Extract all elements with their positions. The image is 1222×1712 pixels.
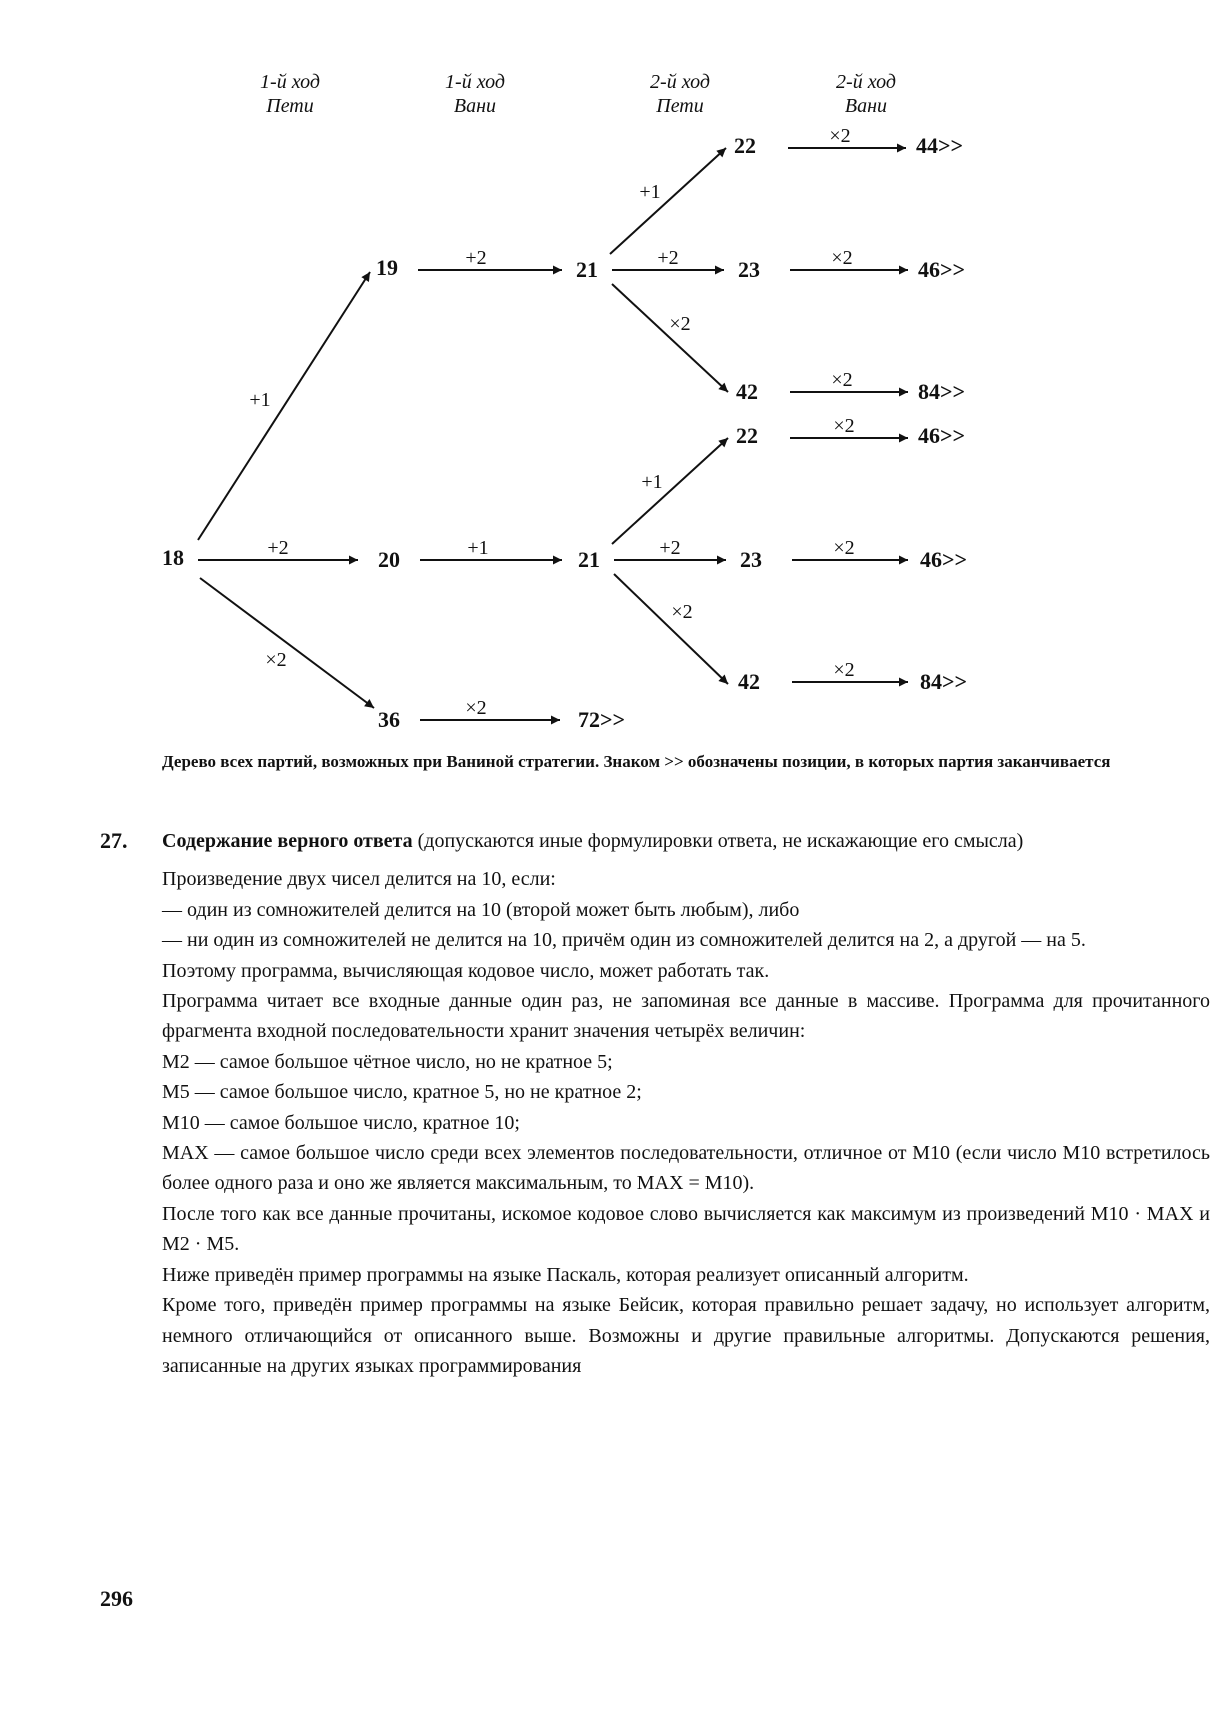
edge-18-19 — [198, 272, 370, 540]
op-21-42-lower: ×2 — [671, 601, 693, 623]
node-72-end: 72>> — [578, 707, 626, 733]
op-42-84-lower: ×2 — [833, 659, 855, 681]
edge-21-22-lower — [612, 438, 728, 544]
edge-21-22 — [610, 148, 726, 254]
tree-edges — [198, 148, 908, 720]
node-20: 20 — [378, 547, 400, 573]
edge-21-42-lower — [614, 574, 728, 684]
header-col1-line1: 1-й ход — [260, 71, 320, 93]
header-col4-line1: 2-й ход — [836, 71, 896, 93]
node-22-lower: 22 — [736, 423, 758, 449]
answer-paragraph: M5 — самое большое число, кратное 5, но не кратное 2; — [162, 1081, 642, 1104]
op-19-21: +2 — [465, 247, 487, 269]
op-21-42: ×2 — [669, 313, 691, 335]
answer-paragraph: — один из сомножителей делится на 10 (второй может быть любым), либо — [162, 898, 800, 921]
node-42-lower: 42 — [738, 669, 760, 695]
op-22-44: ×2 — [829, 125, 851, 147]
op-21-23-lower: +2 — [659, 537, 681, 559]
edge-18-36 — [200, 578, 374, 708]
answer-text — [162, 826, 1210, 1381]
op-20-21: +1 — [467, 537, 489, 559]
header-col3-line1: 2-й ход — [650, 71, 710, 93]
node-36: 36 — [378, 707, 400, 733]
op-23-46-lower: ×2 — [833, 537, 855, 559]
op-18-20: +2 — [267, 537, 289, 559]
answer-paragraph: Ниже приведён пример программы на языке Паскаль, которая реализует описанный алгоритм. — [162, 1263, 969, 1286]
node-23-lower: 23 — [740, 547, 762, 573]
node-21-lower: 21 — [578, 547, 600, 573]
op-18-36: ×2 — [265, 649, 287, 671]
question-number: 27. — [100, 828, 128, 853]
node-19: 19 — [376, 255, 398, 281]
answer-paragraph: — ни один из сомножителей не делится на 10, причём один из сомножителей делится на 2, а другой — на 5. — [162, 929, 1086, 952]
node-46-end-2: 46>> — [918, 423, 966, 449]
node-84-end-2: 84>> — [920, 669, 968, 695]
answer-paragraph: Программа читает все входные данные один раз, не запоминая все данные в массиве. Программа для прочитанного фрагмента входной последовательности хранит значения четырёх величин: — [162, 990, 1210, 1043]
answer-paragraph: M2 — самое большое чётное число, но не кратное 5; — [162, 1050, 613, 1073]
answer-paragraph: MAX — самое большое число среди всех элементов последовательности, отличное от M10 (если число M10 встретилось более одного раза и оно же является максимальным, то MAX = M10). — [162, 1142, 1210, 1195]
op-42-84: ×2 — [831, 369, 853, 391]
node-84-end-1: 84>> — [918, 379, 966, 405]
node-21-upper: 21 — [576, 257, 598, 283]
diagram-caption: Дерево всех партий, возможных при Ваниной стратегии. Знаком >> обозначены позиции, в которых партия заканчивается — [162, 752, 1111, 771]
answer-paragraph: Произведение двух чисел делится на 10, если: — [162, 868, 556, 891]
header-col3-line2: Пети — [656, 95, 704, 117]
game-tree-diagram — [0, 0, 1222, 740]
answer-paragraph: Поэтому программа, вычисляющая кодовое число, может работать так. — [162, 959, 770, 982]
node-23-upper: 23 — [738, 257, 760, 283]
op-23-46: ×2 — [831, 247, 853, 269]
node-46-end-1: 46>> — [918, 257, 966, 283]
node-22-top: 22 — [734, 133, 756, 159]
op-21-22: +1 — [639, 181, 661, 203]
header-col1-line2: Пети — [266, 95, 314, 117]
node-46-end-3: 46>> — [920, 547, 968, 573]
node-42-upper: 42 — [736, 379, 758, 405]
answer-paragraph: После того как все данные прочитаны, искомое кодовое слово вычисляется как максимум из произведений M10 · MAX и M2 · M5. — [162, 1202, 1210, 1256]
header-col4-line2: Вани — [844, 95, 888, 117]
node-18: 18 — [162, 545, 184, 571]
op-22-46-lower: ×2 — [833, 415, 855, 437]
header-col2-line1: 1-й ход — [445, 71, 505, 93]
answer-heading — [162, 826, 1210, 856]
answer-paragraph: M10 — самое большое число, кратное 10; — [162, 1111, 520, 1134]
op-21-23: +2 — [657, 247, 679, 269]
answer-heading-note: (допускаются иные формулировки ответа, не искажающие его смысла) — [412, 830, 1024, 852]
answer-paragraph: Кроме того, приведён пример программы на языке Бейсик, которая правильно решает задачу, но использует алгоритм, немного отличающийся от описанного выше. Возможны и другие правильные алгоритмы. Допускаются решения, записанные на других языках программирования — [162, 1294, 1210, 1377]
answer-heading-bold: Содержание верного ответа — [162, 830, 413, 852]
edge-21-42 — [612, 284, 728, 392]
page-number: 296 — [100, 1586, 133, 1611]
node-44-end: 44>> — [916, 133, 964, 159]
op-36-72: ×2 — [465, 697, 487, 719]
op-21-22-lower: +1 — [641, 471, 663, 493]
header-col2-line2: Вани — [453, 95, 497, 117]
op-18-19: +1 — [249, 389, 271, 411]
